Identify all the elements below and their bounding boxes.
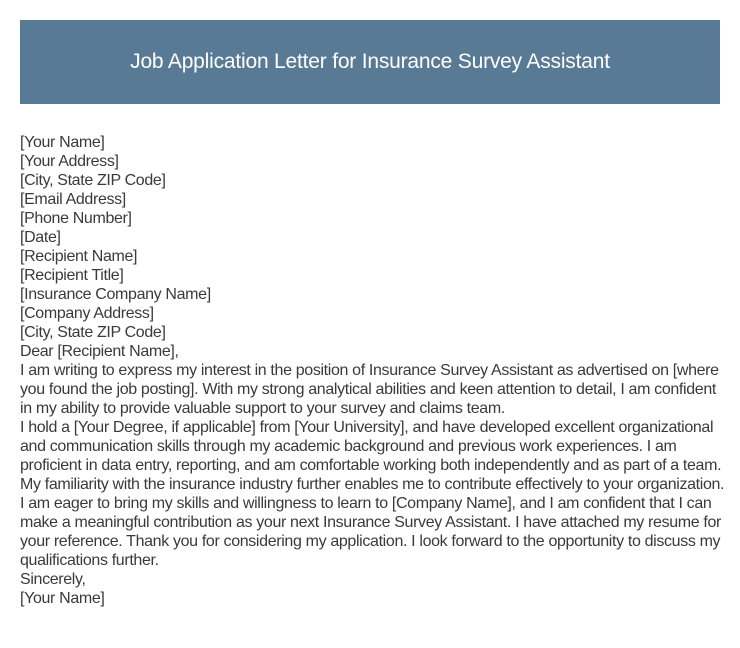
page-header	[20, 20, 720, 104]
closing: Sincerely,	[20, 571, 86, 588]
sender-address: [Your Address]	[20, 153, 119, 170]
recipient-block	[20, 247, 725, 342]
salutation: Dear [Recipient Name],	[20, 343, 179, 360]
sender-block	[20, 133, 725, 247]
signature: [Your Name]	[20, 590, 105, 607]
recipient-company: [Insurance Company Name]	[20, 286, 211, 303]
paragraph-intro: I am writing to express my interest in the position of Insurance Survey Assistant as advertised on [where you found the job posting]. With my strong analytical abilities and keen attention to detail, I am confident in my ability to provide valuable support to your survey and claims team.	[20, 362, 719, 417]
letter-date: [Date]	[20, 229, 61, 246]
page-title: Job Application Letter for Insurance Survey Assistant	[130, 50, 610, 73]
paragraph-closing: I am eager to bring my skills and willingness to learn to [Company Name], and I am confident that I can make a meaningful contribution as your next Insurance Survey Assistant. I have attached my resume for your reference. Thank you for considering my application. I look forward to the opportunity to discuss my qualifications further.	[20, 495, 722, 569]
recipient-address: [Company Address]	[20, 305, 154, 322]
recipient-city-state-zip: [City, State ZIP Code]	[20, 324, 166, 341]
recipient-title: [Recipient Title]	[20, 267, 124, 284]
letter-body	[20, 133, 725, 608]
recipient-name: [Recipient Name]	[20, 248, 138, 265]
sender-city-state-zip: [City, State ZIP Code]	[20, 172, 166, 189]
paragraph-qualifications: I hold a [Your Degree, if applicable] from [Your University], and have developed excellent organizational and communication skills through my academic background and previous work experiences. I am proficient in data entry, reporting, and am comfortable working both independently and as part of a team. My familiarity with the insurance industry further enables me to contribute effectively to your organization.	[20, 419, 725, 493]
sender-name: [Your Name]	[20, 134, 105, 151]
sender-phone: [Phone Number]	[20, 210, 132, 227]
sender-email: [Email Address]	[20, 191, 126, 208]
